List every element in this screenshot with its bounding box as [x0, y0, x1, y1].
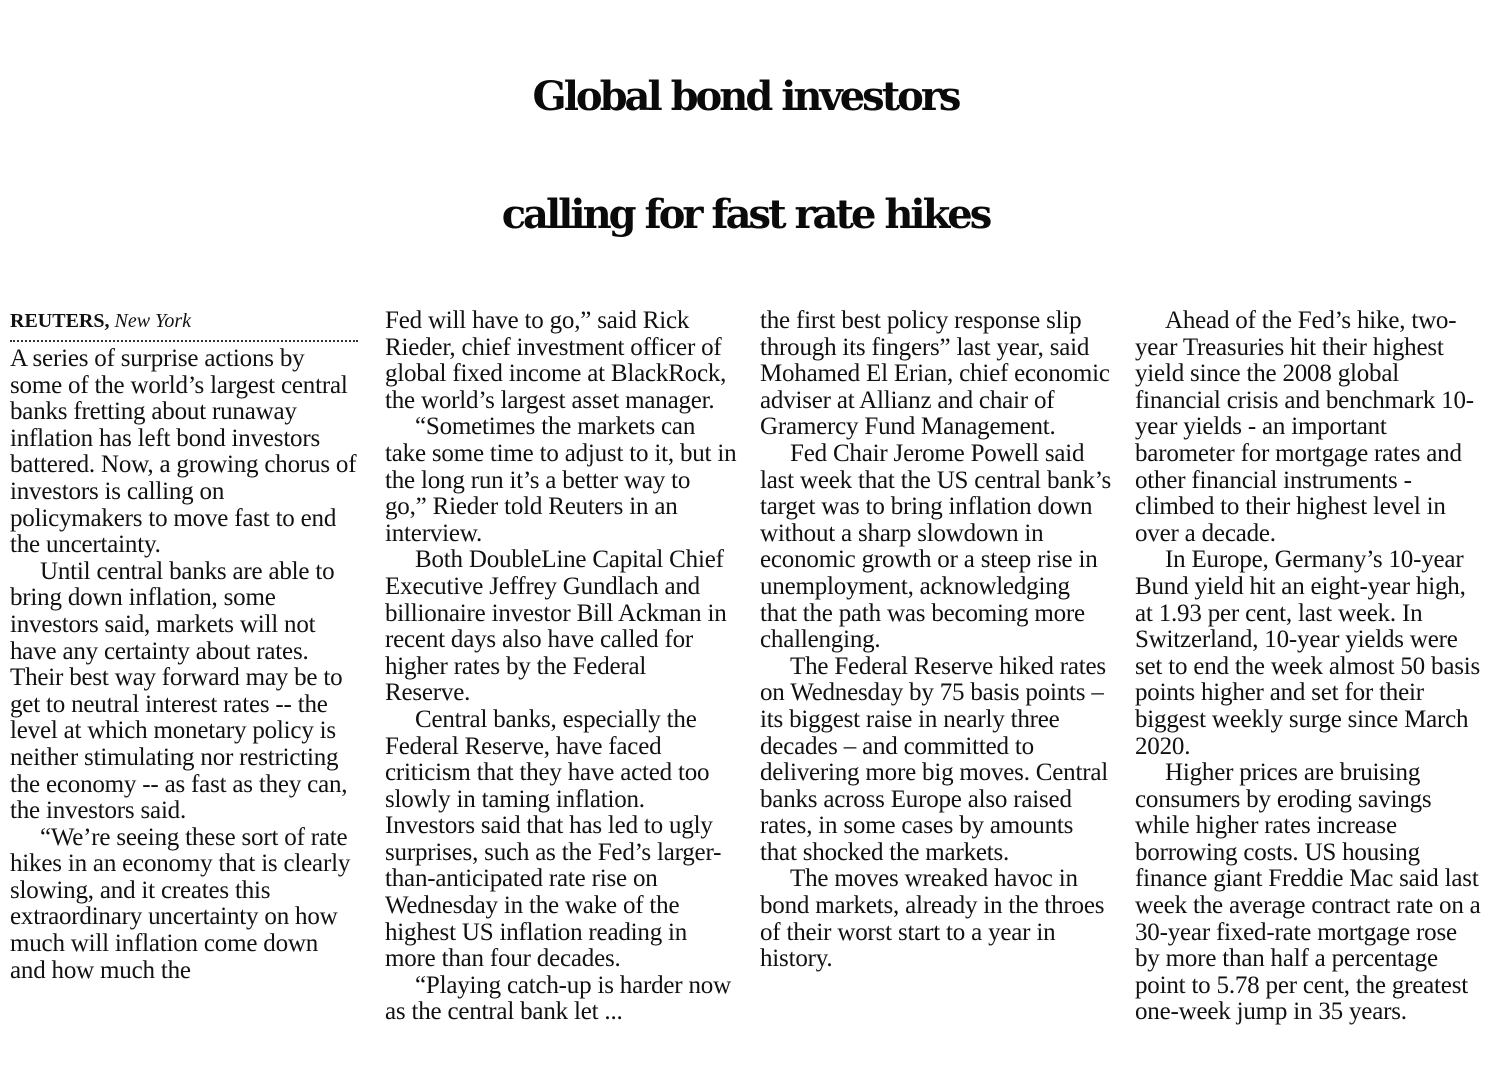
paragraph: The moves wreaked havoc in bond markets, already in the throes of their worst start to a year in history. [760, 865, 1105, 973]
paragraph: In Europe, Germany’s 10-year Bund yield hit an eight-year high, at 1.93 per cent, last week. In Switzerland, 10-year yields were set to end the week almost 50 basis points higher and set for their biggest weekly surge since March 2020. [1135, 546, 1481, 760]
article-column-1 [10, 308, 358, 984]
paragraph: the first best policy response slip through its fingers” last year, said Mohamed El Erian, chief economic adviser at Allianz and chair of Gramercy Fund Management. [760, 307, 1110, 441]
paragraph: A series of surprise actions by some of the world’s largest central banks fretting about runaway inflation has left bond investors battered. Now, a growing chorus of investors is calling on policymakers to move fast to end the uncertainty. [10, 345, 357, 559]
paragraph: Central banks, especially the Federal Reserve, have faced criticism that they have acted too slowly in taming inflation. Investors said that has led to ugly surprises, such as the Fed’s larger-than-anticipated rate rise on Wednesday in the wake of the highest US inflation reading in more than four decades. [385, 705, 722, 973]
byline [10, 308, 358, 342]
paragraph: The Federal Reserve hiked rates on Wednesday by 75 basis points – its biggest raise in nearly three decades – and committed to delivering more big moves. Central banks across Europe also raised rates, in some cases by amounts that shocked the markets. [760, 652, 1108, 866]
paragraph: “We’re seeing these sort of rate hikes in an economy that is clearly slowing, and it creates this extraordinary uncertainty on how much will inflation come down and how much the [10, 823, 351, 984]
paragraph: Ahead of the Fed’s hike, two-year Treasuries hit their highest yield since the 2008 global financial crisis and benchmark 10-year yields - an important barometer for mortgage rates and other financial instruments - climbed to their highest level in over a decade. [1135, 307, 1474, 547]
paragraph: “Sometimes the markets can take some time to adjust to it, but in the long run it’s a better way to go,” Rieder told Reuters in an interview. [385, 413, 737, 547]
headline [0, 38, 1491, 274]
byline-agency: REUTERS, [10, 310, 110, 332]
headline-line-1: Global bond investors [532, 73, 959, 120]
headline-line-2: calling for fast rate hikes [501, 191, 990, 238]
article-column-2 [385, 308, 737, 1026]
paragraph: “Playing catch-up is harder now as the central bank let ... [385, 971, 731, 1026]
paragraph: Fed will have to go,” said Rick Rieder, chief investment officer of global fixed income at BlackRock, the world’s largest asset manager. [385, 307, 727, 414]
article-column-3 [760, 308, 1112, 973]
paragraph: Higher prices are bruising consumers by eroding savings while higher rates increase borrowing costs. US housing finance giant Freddie Mac said last week the average contract rate on a 30-year fixed-rate mortgage rose by more than half a percentage point to 5.78 per cent, the greatest one-week jump in 35 years. [1135, 759, 1481, 1026]
paragraph: Until central banks are able to bring down inflation, some investors said, markets will not have any certainty about rates. Their best way forward may be to get to neutral interest rates -- the level at which monetary policy is neither stimulating nor restricting the economy -- as fast as they can, the investors said. [10, 557, 348, 825]
article-column-4 [1135, 308, 1487, 1026]
paragraph: Fed Chair Jerome Powell said last week that the US central bank’s target was to bring inflation down without a sharp slowdown in economic growth or a steep rise in unemployment, acknowledging that the path was becoming more challenging. [760, 439, 1112, 654]
paragraph: Both DoubleLine Capital Chief Executive Jeffrey Gundlach and billionaire investor Bill Ackman in recent days also have called for higher rates by the Federal Reserve. [385, 546, 727, 707]
byline-place: New York [114, 310, 191, 332]
